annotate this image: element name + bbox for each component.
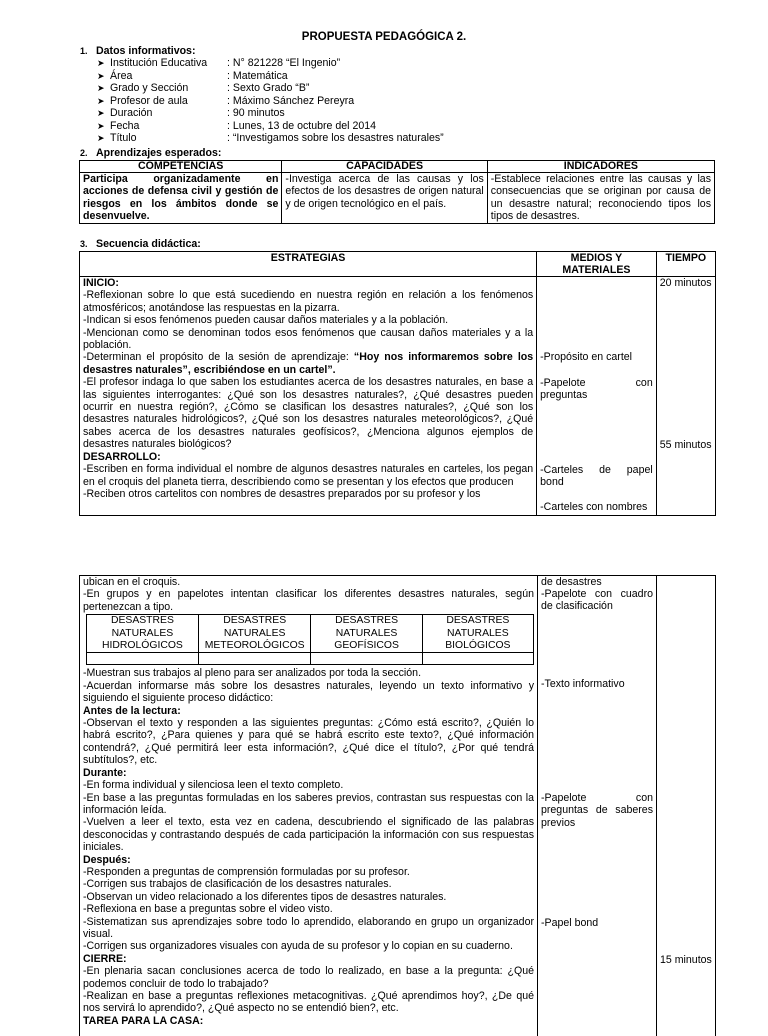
strategy-item: -Determinan el propósito de la sesión de aprendizaje: “Hoy nos informaremos sobre los desastres naturales”, escribiéndose en un cartel”.	[83, 351, 533, 376]
antes-heading: Antes de la lectura:	[83, 705, 534, 717]
header-tiempo: TIEMPO	[656, 252, 715, 277]
desarrollo-heading: DESARROLLO:	[83, 451, 533, 463]
medios-cell	[537, 277, 657, 516]
arrow-bullet-icon: ➤	[97, 107, 110, 119]
estrategias-cell	[80, 277, 537, 516]
inicio-heading: INICIO:	[83, 277, 533, 289]
info-row: ➤ Institución Educativa : N° 821228 “El Ingenio”	[97, 57, 444, 70]
despues-heading: Después:	[83, 854, 534, 866]
time-item: 55 minutos	[660, 439, 712, 451]
strategy-item: -Vuelven a leer el texto, esta vez en cadena, descubriendo el significado de las palabras desconocidas y contrastando después de cada participación la información con sus respuestas iniciales.	[83, 816, 534, 853]
info-row: ➤ Fecha : Lunes, 13 de octubre del 2014	[97, 120, 444, 133]
strategy-item: -Corrigen sus trabajos de clasificación de los desastres naturales.	[83, 878, 534, 890]
tiempo-cell	[656, 277, 715, 516]
strategy-item: -Reflexiona en base a preguntas sobre el video visto.	[83, 903, 534, 915]
strategy-item: -Mencionan como se denominan todos esos fenómenos que causan daños materiales y a la población.	[83, 327, 533, 352]
competencies-table	[79, 160, 715, 224]
header-indicadores: INDICADORES	[487, 161, 714, 173]
strategy-item: -Escriben en forma individual el nombre de algunos desastres naturales en carteles, los pegan en el croquis del planeta tierra, describiendo como se presentan y los efectos que producen	[83, 463, 533, 488]
material-item: -Texto informativo	[541, 678, 653, 690]
info-row: ➤ Área : Matemática	[97, 70, 444, 83]
section-1-heading: 1. Datos informativos:	[80, 45, 195, 57]
material-item: de desastres	[541, 576, 653, 588]
class-geofisicos: DESASTRES NATURALES GEOFÍSICOS	[311, 615, 422, 653]
document-title: PROPUESTA PEDAGÓGICA 2.	[0, 31, 768, 43]
material-item: -Papelote con cuadro de clasificación	[541, 588, 653, 613]
material-item: -Papelote con preguntas	[540, 377, 653, 402]
strategy-item: ubican en el croquis.	[83, 576, 534, 588]
strategy-item: -Muestran sus trabajos al pleno para ser analizados por toda la sección.	[83, 667, 534, 679]
durante-heading: Durante:	[83, 767, 534, 779]
material-item: -Propósito en cartel	[540, 351, 653, 363]
strategy-item: -Responden a preguntas de comprensión formuladas por su profesor.	[83, 866, 534, 878]
info-list	[97, 57, 444, 145]
sequence-table-continued	[79, 575, 716, 1036]
strategy-item: -Acuerdan informarse más sobre los desastres naturales, leyendo un texto informativo y siguiendo el siguiente proceso didáctico:	[83, 680, 534, 705]
strategy-item: -Observan el texto y responden a las siguientes preguntas: ¿Cómo está escrito?, ¿Quién lo habrá escrito?, ¿Para quienes y para qué se habrá escrito este texto?, ¿Qué información contendrá?, ¿Qué permitirá leer esta información?, ¿Qué dice el título?, ¿Por qué tendrá subtítulos?, etc.	[83, 717, 534, 767]
arrow-bullet-icon: ➤	[97, 132, 110, 144]
material-item: -Carteles de papel bond	[540, 464, 653, 489]
header-competencias: COMPETENCIAS	[80, 161, 282, 173]
strategy-item: -Observan un video relacionado a los diferentes tipos de desastres naturales.	[83, 891, 534, 903]
strategy-item: -El profesor indaga lo que saben los estudiantes acerca de los desastres naturales, en base a las siguientes interrogantes: ¿Qué son los desastres naturales?, ¿Qué desastres pueden ocurrir en nuestra región?, ¿Cómo se clasifican los desastres naturales?, ¿Qué son los desastres naturales hidrológicos?, ¿Qué son los desastres naturales meteorológicos?, ¿Qué sabes acerca de los desastres naturales geofísicos?, ¿Menciona algunos ejemplos de desastres naturales biológicos?	[83, 376, 533, 450]
info-row: ➤ Grado y Sección : Sexto Grado “B”	[97, 82, 444, 95]
estrategias-cell	[80, 576, 538, 1036]
strategy-item: -Indican si esos fenómenos pueden causar daños materiales y a la población.	[83, 314, 533, 326]
capacidad-cell: -Investiga acerca de las causas y los efectos de los desastres de origen natural y de origen tecnológico en el país.	[282, 173, 487, 224]
class-meteorologicos: DESASTRES NATURALES METEOROLÓGICOS	[198, 615, 311, 653]
info-row: ➤ Profesor de aula : Máximo Sánchez Pereyra	[97, 95, 444, 108]
arrow-bullet-icon: ➤	[97, 95, 110, 107]
strategy-item: -Sistematizan sus aprendizajes sobre todo lo aprendido, elaborando en grupo un organizador visual.	[83, 916, 534, 941]
time-item: 15 minutos	[660, 954, 712, 966]
strategy-item: -En forma individual y silenciosa leen el texto completo.	[83, 779, 534, 791]
cierre-heading: CIERRE:	[83, 953, 534, 965]
competencia-cell: Participa organizadamente en acciones de defensa civil y gestión de riesgos en los ámbitos donde se desenvuelve.	[80, 173, 282, 224]
tiempo-cell	[657, 576, 716, 1036]
class-hidrologicos: DESASTRES NATURALES HIDROLÓGICOS	[87, 615, 199, 653]
sequence-table	[79, 251, 716, 516]
arrow-bullet-icon: ➤	[97, 82, 110, 94]
time-item: 20 minutos	[660, 277, 712, 289]
strategy-item: -Corrigen sus organizadores visuales con ayuda de su profesor y lo copian en su cuaderno.	[83, 940, 534, 952]
material-item: -Papel bond	[541, 917, 653, 929]
indicador-cell: -Establece relaciones entre las causas y las consecuencias que se originan por causa de un desastre natural; reconociendo tipos los tipos de desastres.	[487, 173, 714, 224]
header-medios: MEDIOS Y MATERIALES	[537, 252, 657, 277]
arrow-bullet-icon: ➤	[97, 70, 110, 82]
arrow-bullet-icon: ➤	[97, 57, 110, 69]
class-biologicos: DESASTRES NATURALES BIOLÓGICOS	[422, 615, 533, 653]
arrow-bullet-icon: ➤	[97, 120, 110, 132]
strategy-item: -Reflexionan sobre lo que está sucediendo en nuestra región en relación a los fenómenos atmosféricos; anotándose las respuestas en la pizarra.	[83, 289, 533, 314]
medios-cell	[538, 576, 657, 1036]
strategy-item: -Reciben otros cartelitos con nombres de desastres preparados por su profesor y los	[83, 488, 533, 500]
strategy-item: -Realizan en base a preguntas reflexiones metacognitivas. ¿Qué aprendimos hoy?, ¿De qué nos servirá lo aprendido?, ¿Qué aspecto no se entendió bien?, etc.	[83, 990, 534, 1015]
header-capacidades: CAPACIDADES	[282, 161, 487, 173]
section-2-heading: 2. Aprendizajes esperados:	[80, 147, 221, 159]
strategy-item: -En base a las preguntas formuladas en los saberes previos, contrastan sus respuestas con la información leída.	[83, 792, 534, 817]
page-2	[0, 572, 768, 1024]
material-item: -Papelote con preguntas de saberes previos	[541, 792, 653, 829]
info-row: ➤ Duración : 90 minutos	[97, 107, 444, 120]
tarea-heading: TAREA PARA LA CASA:	[83, 1015, 534, 1027]
info-row: ➤ Título : “Investigamos sobre los desastres naturales”	[97, 132, 444, 145]
strategy-item: -En grupos y en papelotes intentan clasificar los diferentes desastres naturales, según pertenezcan a tipo.	[83, 588, 534, 613]
header-estrategias: ESTRATEGIAS	[80, 252, 537, 277]
classification-table	[86, 614, 534, 665]
section-3-heading: 3. Secuencia didáctica:	[80, 238, 201, 250]
material-item: -Carteles con nombres	[540, 501, 653, 513]
strategy-item: -En plenaria sacan conclusiones acerca de todo lo realizado, en base a la pregunta: ¿Qué podemos concluir de todo lo trabajado?	[83, 965, 534, 990]
